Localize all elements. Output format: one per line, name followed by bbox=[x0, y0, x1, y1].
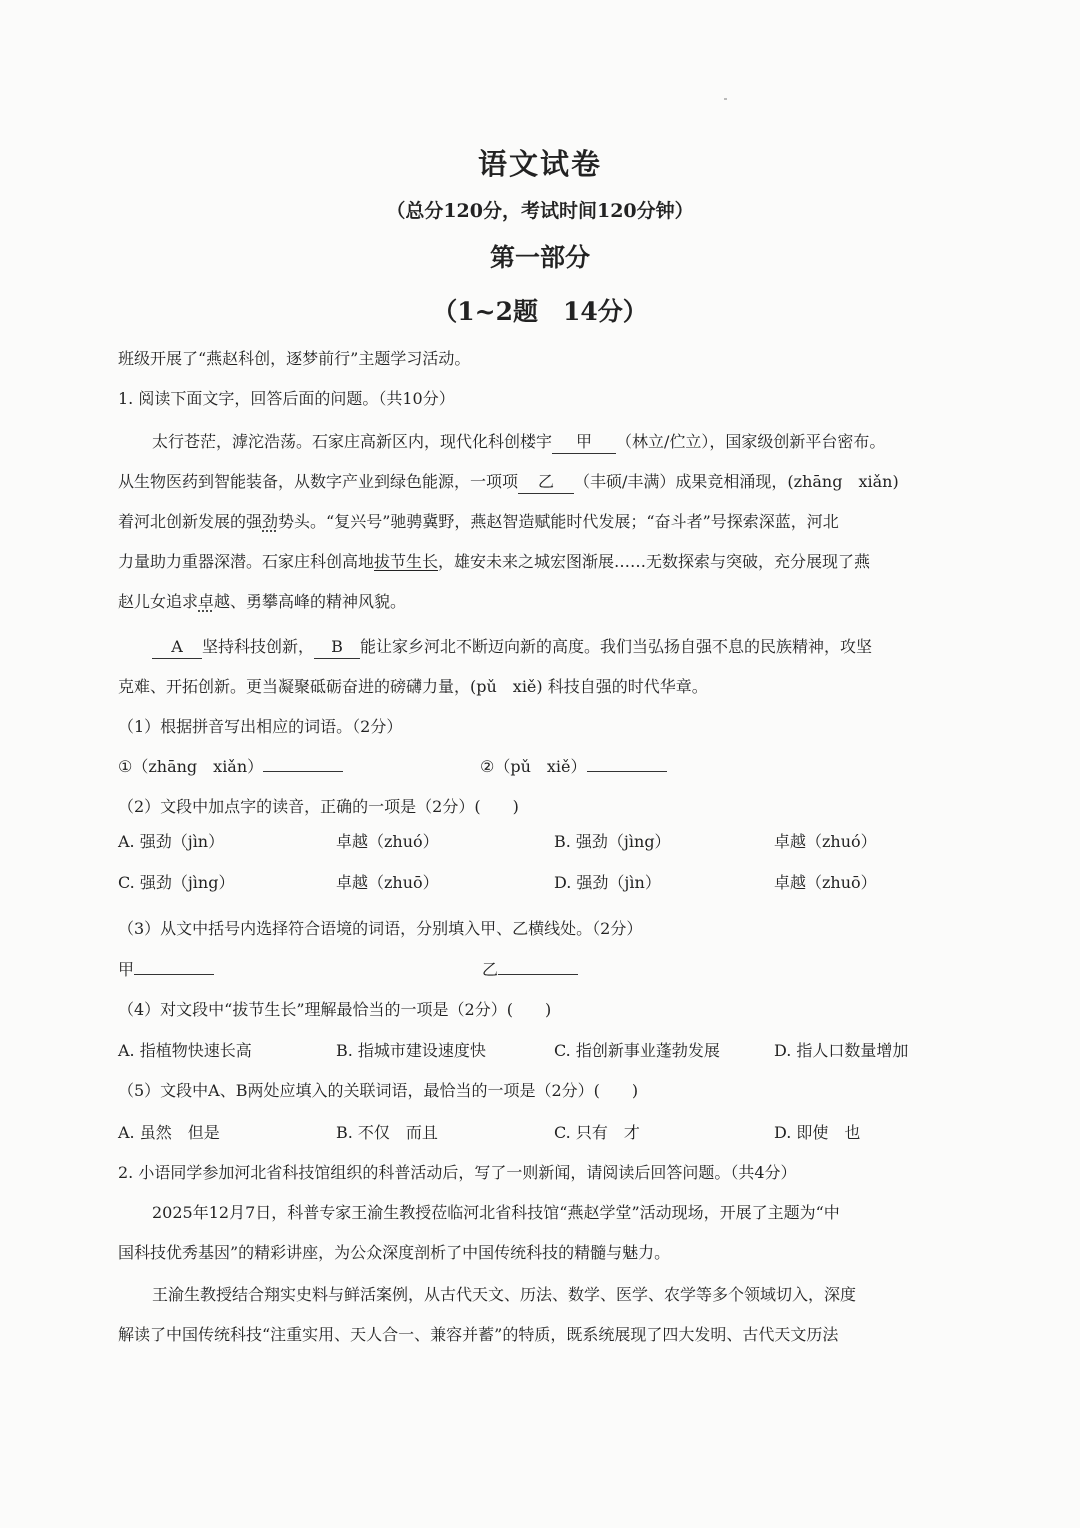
blank-a: A bbox=[152, 636, 202, 659]
exam-title: 语文试卷 bbox=[477, 147, 602, 181]
text-span: 能让家乡河北不断迈向新的高度。我们当弘扬自强不息的民族精神，攻坚 bbox=[360, 637, 873, 656]
option-a[interactable]: A. 强劲（jìn） bbox=[118, 832, 225, 851]
option-a[interactable]: A. 虽然 但是 bbox=[118, 1123, 220, 1142]
option-a[interactable]: A. 指植物快速长高 bbox=[118, 1041, 252, 1060]
news-line: 2025年12月7日，科普专家王渝生教授莅临河北省科技馆“燕赵学堂”活动现场，开展了主题为“中 bbox=[152, 1203, 840, 1222]
text-span: 乙 bbox=[482, 960, 499, 979]
sub2-stem: （2）文段中加点字的读音，正确的一项是（2分）( ) bbox=[118, 797, 519, 816]
sub5-stem: （5）文段中A、B两处应填入的关联词语，最恰当的一项是（2分）( ) bbox=[118, 1081, 639, 1100]
passage-line bbox=[118, 591, 964, 613]
exam-subtitle: （总分120分，考试时间120分钟） bbox=[386, 200, 694, 222]
text-span: （林立/伫立），国家级创新平台密布。 bbox=[616, 432, 886, 451]
option-d[interactable]: D. 即使 也 bbox=[774, 1123, 861, 1142]
text-span: ①（zhāng xiǎn） bbox=[118, 757, 264, 776]
option-c[interactable]: C. 强劲（jìng） bbox=[118, 873, 235, 892]
q1-stem: 1. 阅读下面文字，回答后面的问题。（共10分） bbox=[118, 389, 455, 408]
passage-line: 克难、开拓创新。更当凝聚砥砺奋进的磅礴力量，(pǔ xiě) 科技自强的时代华章。 bbox=[118, 677, 708, 696]
underlined-phrase: 拔节生长 bbox=[374, 552, 439, 571]
news-line: 国科技优秀基因”的精彩讲座，为公众深度剖析了中国传统科技的精髓与魅力。 bbox=[118, 1243, 671, 1262]
option-d[interactable]: D. 指人口数量增加 bbox=[774, 1041, 909, 1060]
sub3-item bbox=[118, 959, 214, 981]
option-d-part2: 卓越（zhuō） bbox=[774, 873, 877, 892]
sub1-item bbox=[480, 756, 667, 778]
sub4-stem: （4）对文段中“拔节生长”理解最恰当的一项是（2分）( ) bbox=[118, 1000, 552, 1019]
q2-stem: 2. 小语同学参加河北省科技馆组织的科普活动后，写了一则新闻，请阅读后回答问题。（共4分） bbox=[118, 1163, 797, 1182]
dotted-char: 劲 bbox=[262, 512, 279, 531]
sub3-stem: （3）从文中括号内选择符合语境的词语，分别填入甲、乙横线处。（2分） bbox=[118, 919, 643, 938]
text-span: （丰硕/丰满）成果竞相涌现，(zhāng xiǎn) bbox=[574, 472, 899, 491]
scan-speck bbox=[724, 98, 727, 100]
option-a-part2: 卓越（zhuó） bbox=[336, 832, 439, 851]
text-span: 太行苍茫，滹沱浩荡。石家庄高新区内，现代化科创楼宇 bbox=[152, 432, 553, 451]
option-c[interactable]: C. 只有 才 bbox=[554, 1123, 640, 1142]
option-d[interactable]: D. 强劲（jìn） bbox=[554, 873, 661, 892]
part-heading: 第一部分 bbox=[489, 243, 590, 272]
option-c-part2: 卓越（zhuō） bbox=[336, 873, 439, 892]
news-line: 王渝生教授结合翔实史料与鲜活案例，从古代天文、历法、数学、医学、农学等多个领域切入，深度 bbox=[152, 1285, 857, 1304]
option-b-part2: 卓越（zhuó） bbox=[774, 832, 877, 851]
answer-blank[interactable] bbox=[263, 757, 343, 772]
option-b[interactable]: B. 强劲（jìng） bbox=[554, 832, 671, 851]
passage-line bbox=[118, 511, 964, 533]
text-span: 赵儿女追求 bbox=[118, 592, 199, 611]
blank-jia: 甲 bbox=[552, 431, 616, 454]
text-span: 势头。“复兴号”驰骋冀野，燕赵智造赋能时代发展；“奋斗者”号探索深蓝，河北 bbox=[278, 512, 839, 531]
news-line: 解读了中国传统科技“注重实用、天人合一、兼容并蓄”的特质，既系统展现了四大发明、古代天文历法 bbox=[118, 1325, 839, 1344]
activity-intro: 班级开展了“燕赵科创，逐梦前行”主题学习活动。 bbox=[118, 349, 471, 368]
sub1-stem: （1）根据拼音写出相应的词语。（2分） bbox=[118, 717, 403, 736]
passage-line bbox=[152, 431, 998, 454]
blank-b: B bbox=[314, 636, 360, 659]
option-b[interactable]: B. 指城市建设速度快 bbox=[336, 1041, 486, 1060]
text-span: 甲 bbox=[118, 960, 135, 979]
answer-blank[interactable] bbox=[587, 757, 667, 772]
text-span: 力量助力重器深潜。石家庄科创高地 bbox=[118, 552, 375, 571]
answer-blank[interactable] bbox=[134, 960, 214, 975]
option-b[interactable]: B. 不仅 而且 bbox=[336, 1123, 438, 1142]
option-c[interactable]: C. 指创新事业蓬勃发展 bbox=[554, 1041, 720, 1060]
text-span: 坚持科技创新， bbox=[202, 637, 315, 656]
dotted-char: 卓 bbox=[198, 592, 215, 611]
blank-yi: 乙 bbox=[518, 471, 574, 494]
text-span: ，雄安未来之城宏图渐展……无数探索与突破，充分展现了燕 bbox=[438, 552, 871, 571]
passage-line bbox=[152, 636, 998, 659]
answer-blank[interactable] bbox=[498, 960, 578, 975]
text-span: ②（pǔ xiě） bbox=[480, 757, 587, 776]
sub3-item bbox=[482, 959, 578, 981]
sub1-item bbox=[118, 756, 343, 778]
text-span: 越、勇攀高峰的精神风貌。 bbox=[214, 592, 407, 611]
text-span: 着河北创新发展的强 bbox=[118, 512, 263, 531]
passage-line bbox=[118, 471, 964, 494]
question-range: （1~2题 14分） bbox=[432, 297, 648, 326]
passage-line bbox=[118, 551, 964, 573]
text-span: 从生物医药到智能装备，从数字产业到绿色能源，一项项 bbox=[118, 472, 519, 491]
